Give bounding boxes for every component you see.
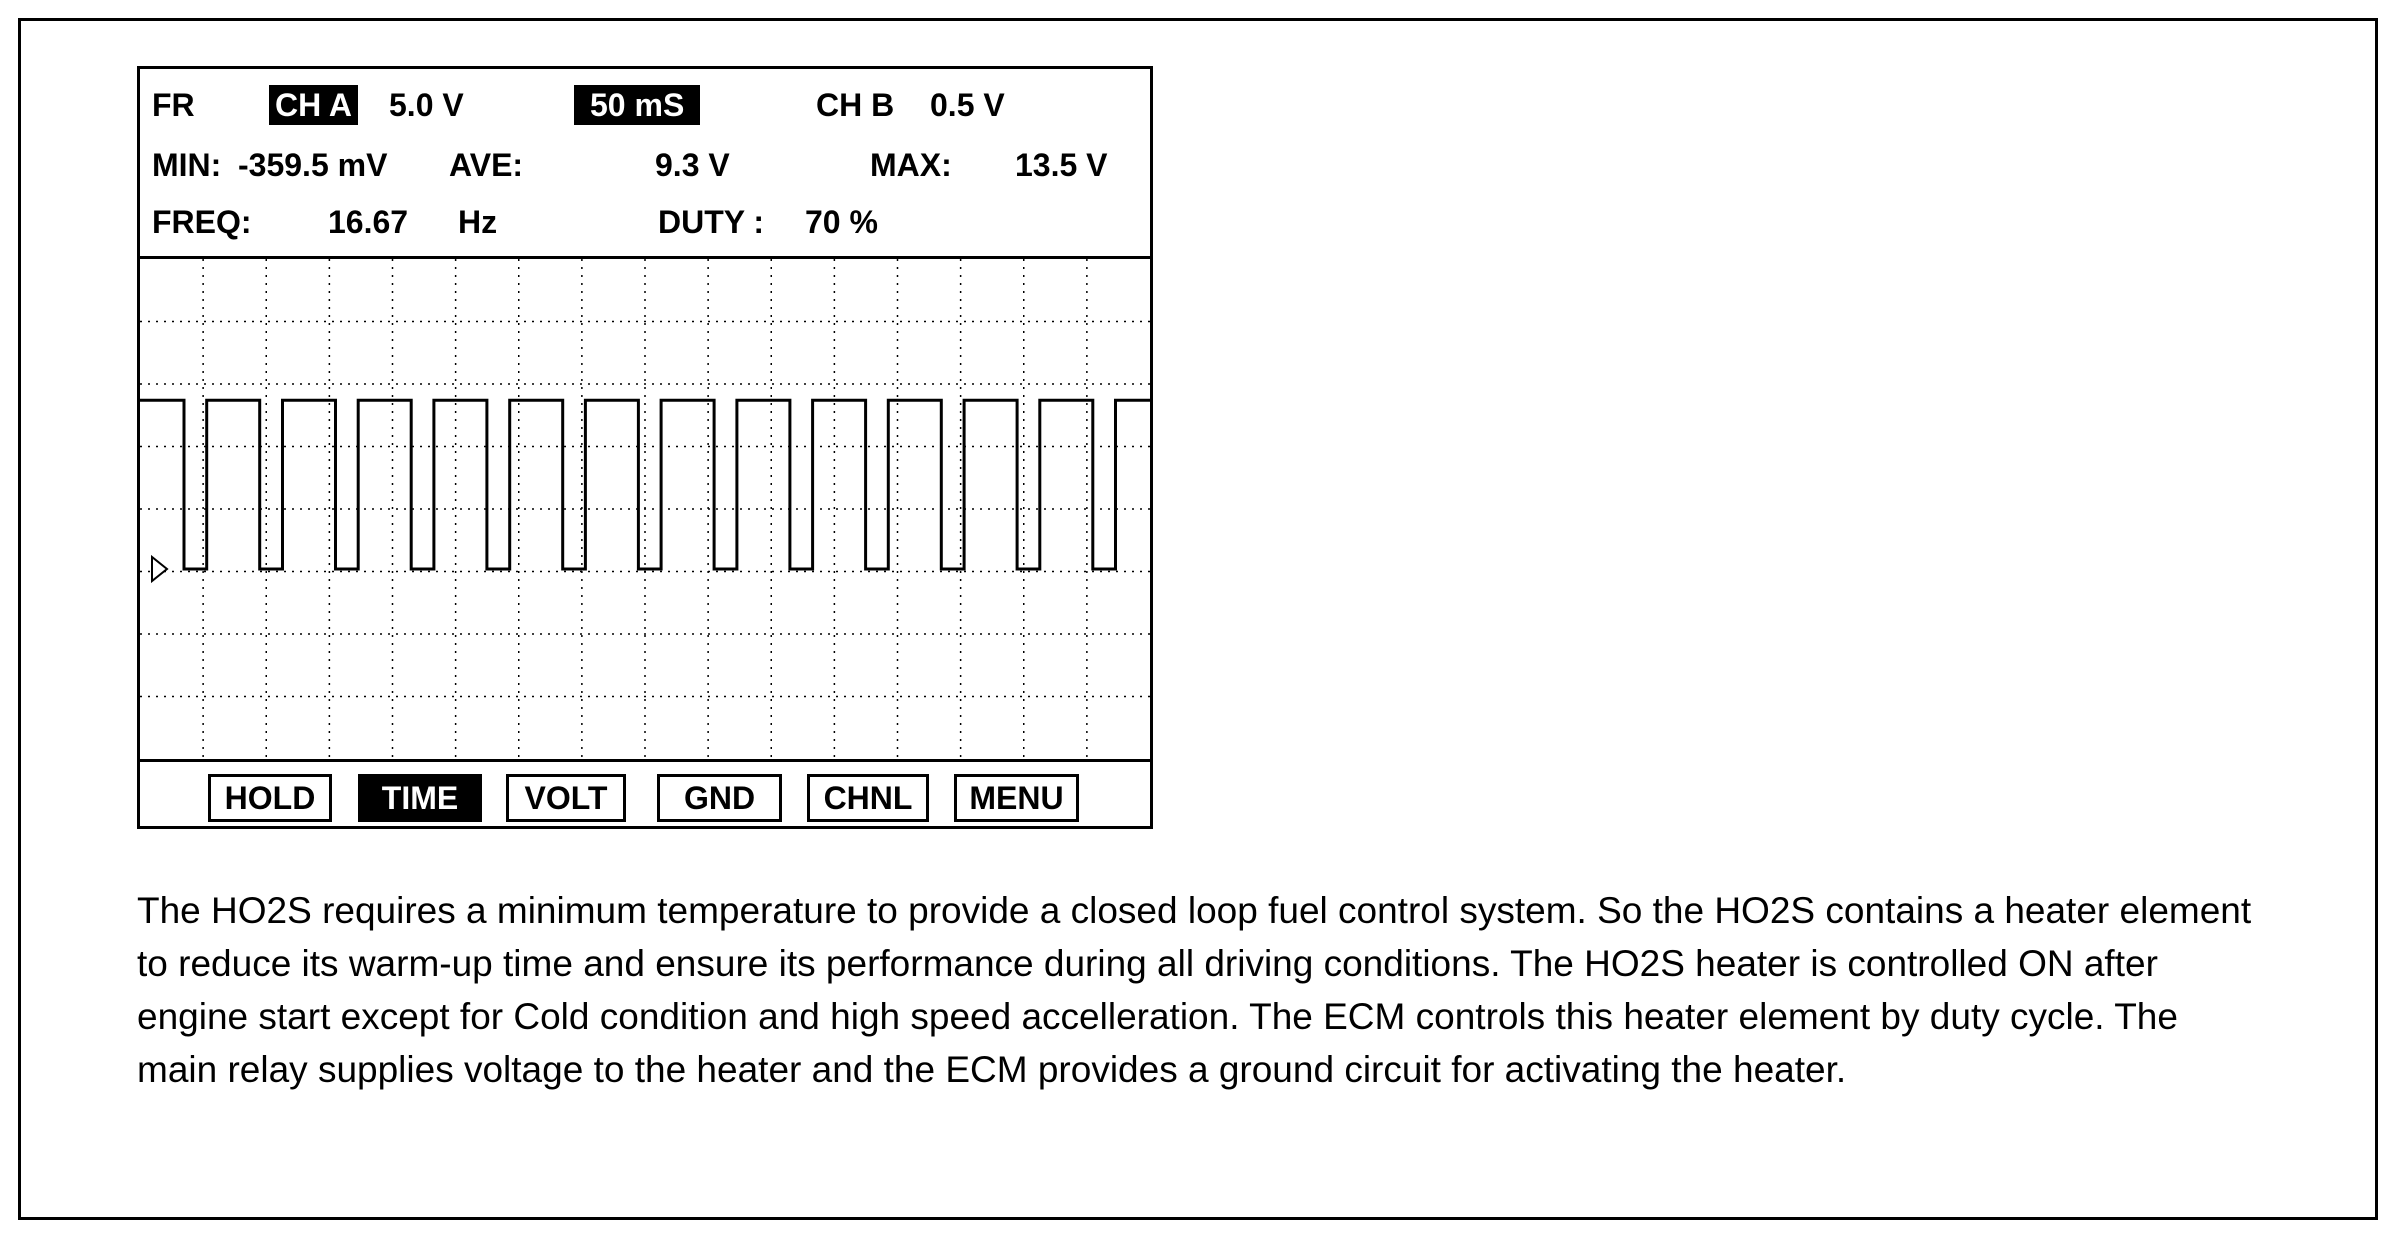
- menu-button[interactable]: MENU: [954, 774, 1079, 822]
- volt-button[interactable]: VOLT: [506, 774, 626, 822]
- waveform-screen: [140, 259, 1150, 759]
- freq-unit: Hz: [458, 204, 498, 240]
- freq-value: 16.67: [328, 204, 409, 240]
- channel-a-label: CH A: [269, 85, 358, 125]
- channel-b-scale: 0.5 V: [930, 87, 1005, 123]
- scope-soft-key-bar: [140, 759, 1150, 826]
- freq-label: FREQ:: [152, 204, 252, 240]
- oscilloscope-display: [137, 66, 1153, 829]
- fr-label: FR: [152, 87, 195, 123]
- gnd-button[interactable]: GND: [657, 774, 782, 822]
- time-button[interactable]: TIME: [358, 774, 482, 822]
- max-label: MAX:: [870, 147, 952, 183]
- hold-button[interactable]: HOLD: [208, 774, 332, 822]
- ground-marker-icon: [152, 557, 167, 581]
- duty-value: 70 %: [805, 204, 878, 240]
- duty-label: DUTY :: [658, 204, 765, 240]
- chnl-button[interactable]: CHNL: [807, 774, 929, 822]
- channel-b-label: CH B: [816, 87, 895, 123]
- scope-readout-header: [140, 69, 1150, 259]
- ave-label: AVE:: [449, 147, 524, 183]
- channel-a-scale: 5.0 V: [389, 87, 464, 123]
- min-label: MIN:: [152, 147, 222, 183]
- description-text: The HO2S requires a minimum temperature to provide a closed loop fuel control system. So the HO2S contains a heater element to reduce its warm-up time and ensure its performance during all driving conditions. The HO2S heater is controlled ON after engine start except for Cold condition and high speed accelleration. The ECM controls this heater element by duty cycle. The main relay supplies voltage to the heater and the ECM provides a ground circuit for activating the heater.: [137, 890, 2252, 1090]
- timebase-label: 50 mS: [574, 85, 700, 125]
- max-value: 13.5 V: [1015, 147, 1108, 183]
- scope-grid: [140, 259, 1150, 759]
- ave-value: 9.3 V: [655, 147, 730, 183]
- min-value: -359.5 mV: [238, 147, 388, 183]
